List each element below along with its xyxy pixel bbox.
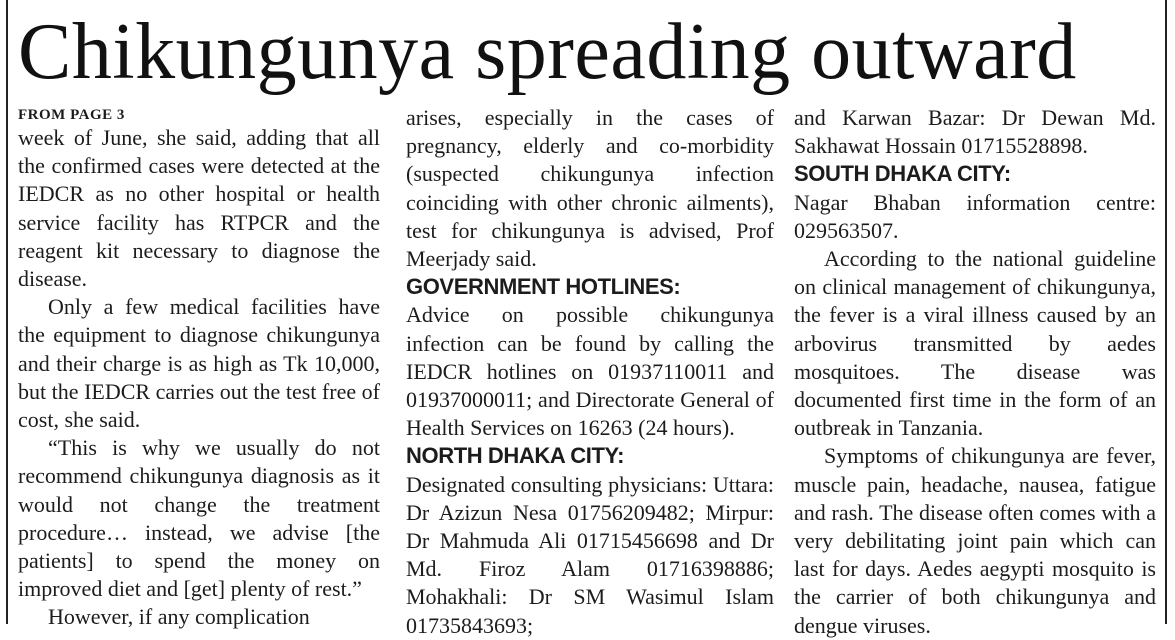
article-column-1 — [18, 104, 380, 630]
body-paragraph: However, if any complication — [48, 604, 310, 630]
right-column-rule — [1165, 0, 1167, 624]
article-headline: Chikungunya spreading outward — [18, 8, 1077, 96]
body-paragraph: Advice on possible chikungunya infection can be found by calling the IEDCR hotlines on 01937110011 and 01937000011; and Directorate General of Health Services on 16263 (24 hours). — [406, 302, 774, 441]
article-column-3 — [794, 104, 1156, 638]
body-paragraph: Symptoms of chikungunya are fever, muscle pain, headache, nausea, fatigue and rash. The disease often comes with a very debilitating joint pain which can last for days. Aedes aegypti mosquito is the carrier of both chikungunya and dengue viruses. — [794, 443, 1156, 638]
left-column-rule — [6, 0, 8, 624]
article-column-2 — [406, 104, 774, 638]
subhead-north-dhaka-city: NORTH DHAKA CITY: — [406, 443, 625, 469]
body-paragraph: arises, especially in the cases of pregnancy, elderly and co-morbidity (suspected chikungunya infection coinciding with other chronic ailments), test for chikungunya is advised, Prof Meerjady said. — [406, 105, 774, 272]
body-paragraph: Only a few medical facilities have the equipment to diagnose chikungunya and their charge is as high as Tk 10,000, but the IEDCR carries out the test free of cost, she said. — [18, 294, 380, 433]
body-paragraph: Designated consulting physicians: Uttara: Dr Azizun Nesa 01756209482; Mirpur: Dr Mahmuda Ali 01715456698 and Dr Md. Firoz Alam 01716398886; Mohakhali: Dr SM Wasimul Islam 01735843693; — [406, 471, 774, 638]
body-paragraph: and Karwan Bazar: Dr Dewan Md. Sakhawat Hossain 01715528898. — [794, 105, 1156, 159]
continuation-kicker: FROM PAGE 3 — [18, 107, 125, 123]
subhead-south-dhaka-city: SOUTH DHAKA CITY: — [794, 161, 1011, 187]
body-paragraph: week of June, she said, adding that all the confirmed cases were detected at the IEDCR as no other hospital or health service facility has RTPCR and the reagent kit necessary to diagnose the disease. — [18, 125, 380, 292]
subhead-government-hotlines: GOVERNMENT HOTLINES: — [406, 274, 681, 300]
body-paragraph: Nagar Bhaban information centre: 029563507. — [794, 189, 1156, 243]
body-paragraph: According to the national guideline on clinical management of chikungunya, the fever is a viral illness caused by an arbovirus transmitted by aedes mosquitoes. The disease was documented first time in the form of an outbreak in Tanzania. — [794, 246, 1156, 441]
body-paragraph: “This is why we usually do not recommend chikungunya diagnosis as it would not change the treatment procedure… instead, we advise [the patients] to spend the money on improved diet and [get] plenty of rest.” — [18, 435, 380, 602]
